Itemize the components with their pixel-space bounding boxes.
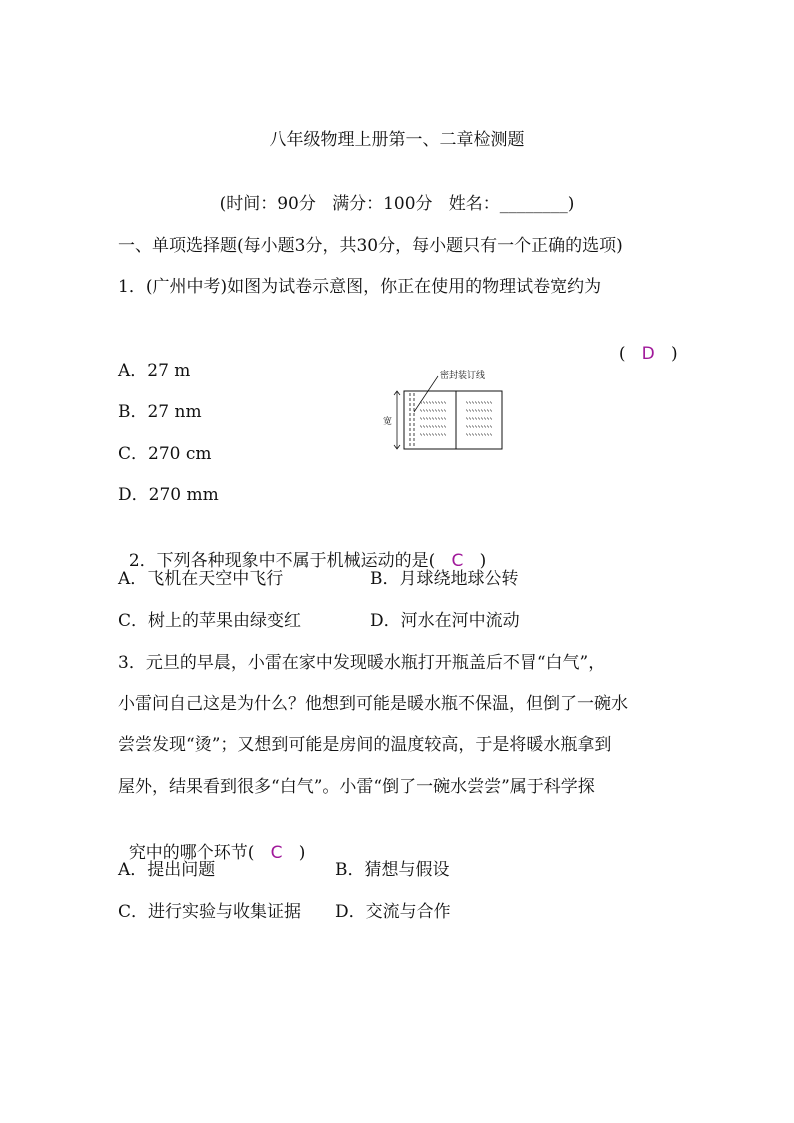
q2-option-c: C．树上的苹果由绿变红 bbox=[118, 611, 302, 631]
exam-meta: (时间：90分 满分：100分 姓名：________) bbox=[219, 194, 575, 214]
q3-bracket-close: ) bbox=[298, 843, 306, 863]
q3-line-4: 屋外，结果看到很多“白气”。小雷“倒了一碗水尝尝”属于科学探 bbox=[118, 777, 595, 797]
q1-bracket-close: ) bbox=[670, 344, 678, 364]
q3-option-c: C．进行实验与收集证据 bbox=[118, 902, 302, 922]
q2-option-a: A．飞机在天空中飞行 bbox=[118, 569, 284, 589]
q1-option-b: B．27 nm bbox=[118, 402, 202, 422]
q3-line-5-text: 究中的哪个环节( bbox=[128, 843, 255, 863]
exam-paper-figure bbox=[380, 366, 506, 456]
exam-paper-diagram bbox=[380, 366, 506, 456]
q1-bracket-open: ( bbox=[618, 344, 626, 364]
q3-option-b: B．猜想与假设 bbox=[335, 860, 450, 880]
right-page-dots bbox=[466, 402, 492, 435]
q1-option-a: A．27 m bbox=[118, 361, 191, 381]
section-heading: 一、单项选择题(每小题3分，共30分，每小题只有一个正确的选项) bbox=[118, 236, 623, 256]
q1-answer: D bbox=[641, 344, 655, 364]
q2-answer: C bbox=[451, 551, 464, 571]
q3-line-3: 尝尝发现“烫”；又想到可能是房间的温度较高，于是将暖水瓶拿到 bbox=[118, 735, 612, 755]
q2-option-b: B．月球绕地球公转 bbox=[370, 569, 519, 589]
paper-outline bbox=[404, 391, 502, 449]
q2-option-d: D．河水在河中流动 bbox=[370, 611, 520, 631]
q3-option-a: A．提出问题 bbox=[118, 860, 216, 880]
q2-bracket-close: ) bbox=[479, 551, 487, 571]
q3-answer: C bbox=[270, 843, 283, 863]
q3-line-2: 小雷问自己这是为什么？他想到可能是暖水瓶不保温，但倒了一碗水 bbox=[118, 694, 628, 714]
q2-stem-text: 2．下列各种现象中不属于机械运动的是( bbox=[128, 551, 436, 571]
width-label: 宽 bbox=[383, 417, 393, 427]
seal-line-label: 密封装订线 bbox=[440, 371, 486, 381]
q2-stem bbox=[118, 525, 486, 573]
page-title: 八年级物理上册第一、二章检测题 bbox=[269, 130, 525, 150]
q1-option-d: D．270 mm bbox=[118, 485, 219, 505]
q1-answer-bracket bbox=[608, 318, 678, 366]
q3-option-d: D．交流与合作 bbox=[335, 902, 451, 922]
seal-line-pointer bbox=[414, 376, 438, 412]
left-page-dots bbox=[420, 402, 446, 435]
q3-line-1: 3．元旦的早晨，小雷在家中发现暖水瓶打开瓶盖后不冒“白气”， bbox=[118, 653, 606, 673]
q1-option-c: C．270 cm bbox=[118, 444, 212, 464]
q1-stem: 1．(广州中考)如图为试卷示意图，你正在使用的物理试卷宽约为 bbox=[118, 277, 602, 297]
